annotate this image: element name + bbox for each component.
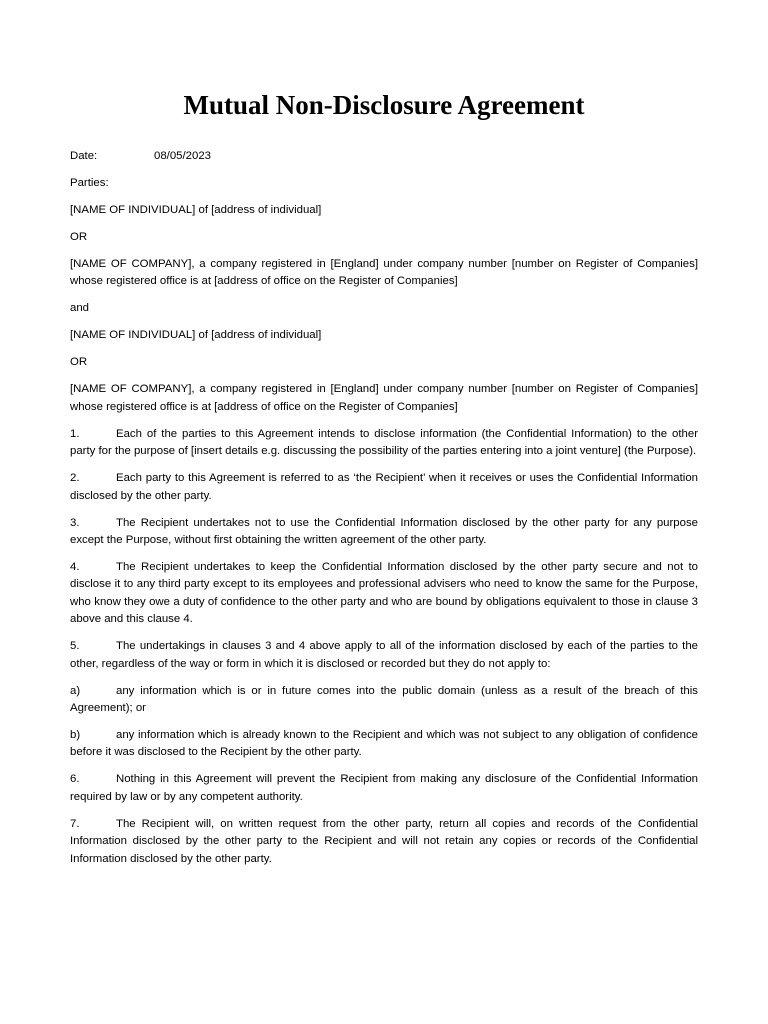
clause-number: 2. [70,472,80,485]
party2-company: [NAME OF COMPANY], a company registered in [England] under company number [number on Register of Companies] whose registered office is at [address of office on the Register of Companies] [70,383,698,413]
clause-number: b) [70,729,81,742]
clause-number: 7. [70,817,80,830]
date-label: Date: [70,150,98,162]
clause-number: 1. [70,427,80,440]
document-title: Mutual Non-Disclosure Agreement [183,90,585,120]
clause-number: a) [70,684,81,697]
parties-label: Parties: [70,177,109,189]
clause-text: Nothing in this Agreement will prevent the Recipient from making any disclosure of the Confidential Information required by law or by any competent authority. [70,773,698,803]
clause-1 [70,426,698,461]
clause-text: The Recipient undertakes not to use the Confidential Information disclosed by the other party for any purpose except the Purpose, without first obtaining the written agreement of the other party. [70,516,698,547]
clause-text: The undertakings in clauses 3 and 4 above apply to all of the information disclosed by each of the parties to the other, regardless of the way or form in which it is disclosed or recorded but they do not apply to: [70,640,698,670]
date-value: 08/05/2023 [154,150,212,162]
clause-number: 4. [70,561,80,574]
clause-number: 3. [70,516,80,529]
clause-text: any information which is already known to the Recipient and which was not subject to any obligation of confidence before it was disclosed to the Recipient by the other party. [70,729,698,759]
or-separator-1: OR [70,231,88,243]
clause-text: Each party to this Agreement is referred to as ‘the Recipient’ when it receives or uses the Confidential Information disclosed by the other party. [70,472,698,502]
clause-3 [70,515,698,550]
clause-5 [70,638,698,673]
and-separator: and [70,302,90,315]
document-body [70,148,698,878]
party1-company: [NAME OF COMPANY], a company registered in [England] under company number [number on Register of Companies] whose registered office is at [address of office on the Register of Companies] [70,258,698,288]
clause-6 [70,771,698,806]
party2-individual: [NAME OF INDIVIDUAL] of [address of individual] [70,329,322,342]
clause-number: 5. [70,640,80,653]
clause-text: Each of the parties to this Agreement intends to disclose information (the Confidential Information) to the other party for the purpose of [insert details e.g. discussing the possibility of the parties entering into a joint venture] (the Purpose). [70,427,698,458]
clause-7 [70,816,698,868]
clause-4 [70,559,698,629]
or-separator-2: OR [70,356,88,369]
clause-text: The Recipient undertakes to keep the Confidential Information disclosed by the other party secure and not to disclose it to any third party except to its employees and professional advisers who need to know the same for the Purpose, who know they owe a duty of confidence to the other party and who are bound by obligations equivalent to those in clause 3 above and this clause 4. [70,561,698,626]
party1-individual: [NAME OF INDIVIDUAL] of [address of individual] [70,204,322,216]
clause-number: 6. [70,773,80,786]
date-line [70,148,698,165]
clause-5b [70,727,698,762]
clause-5a [70,683,698,718]
clause-text: The Recipient will, on written request from the other party, return all copies and records of the Confidential Information disclosed by the other party to the Recipient and will not retain any copies or records of the Confidential Information disclosed by the other party. [70,817,698,865]
clause-text: any information which is or in future comes into the public domain (unless as a result of the breach of this Agreement); or [70,684,698,715]
clause-2 [70,470,698,505]
